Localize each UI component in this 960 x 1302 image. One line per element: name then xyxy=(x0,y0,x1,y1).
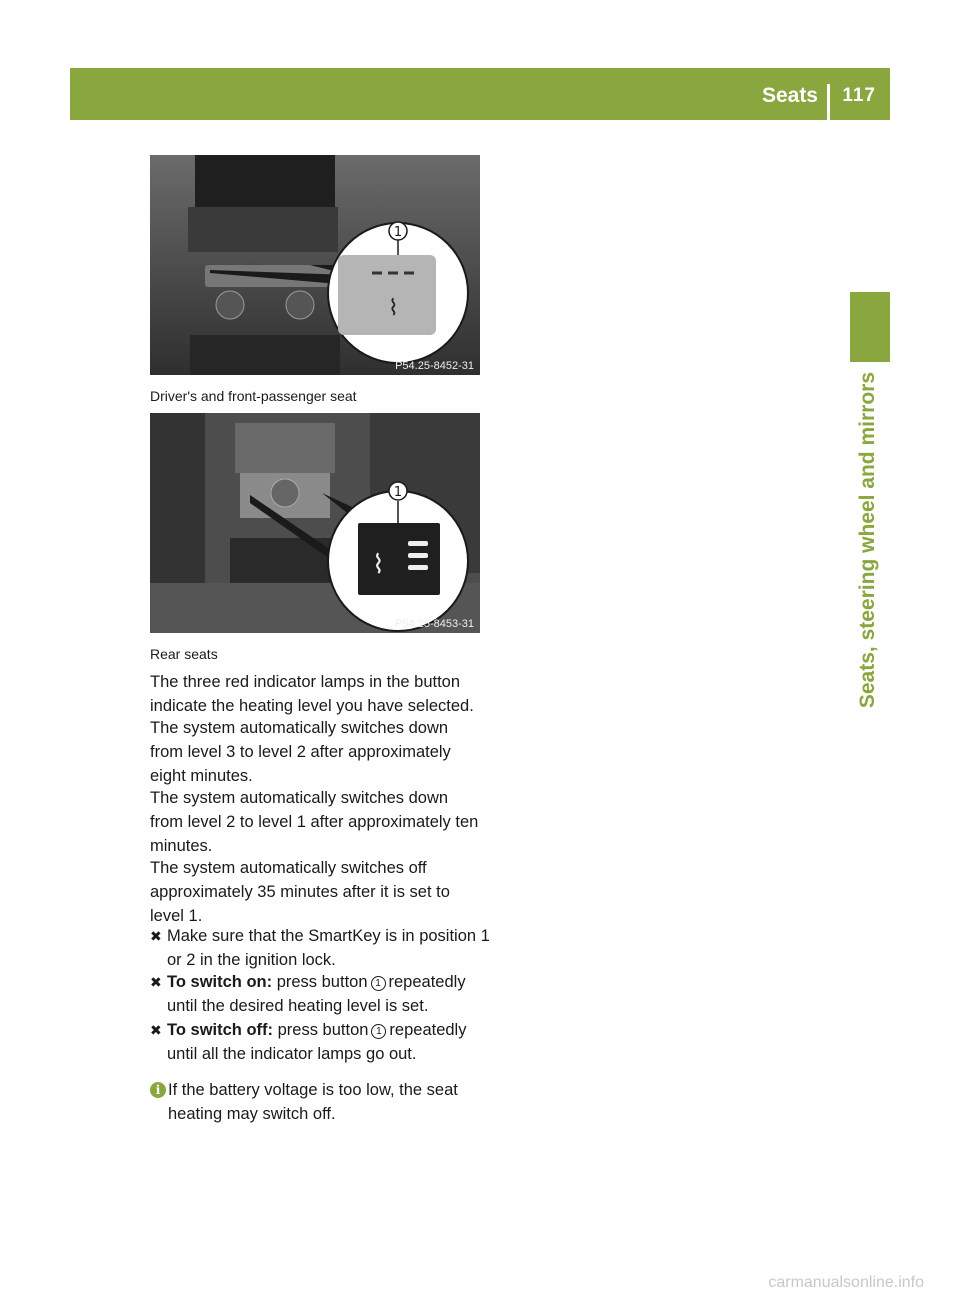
figure-caption: Rear seats xyxy=(150,646,218,662)
section-title: Seats xyxy=(761,84,818,107)
chapter-title: Seats, steering wheel and mirrors xyxy=(856,372,879,709)
callout-icon: 1 xyxy=(371,976,386,991)
dashboard-illustration xyxy=(150,155,480,375)
paragraph: The three red indicator lamps in the button indicate the heating level you have selected. xyxy=(150,673,474,715)
figure-code: P54.25-8453-31 xyxy=(395,618,474,630)
step-text: To switch on: press button 1 repeatedly until the desired heating level is set. xyxy=(167,973,466,1015)
paragraph: The system automatically switches down from level 2 to level 1 after approximately ten minutes. xyxy=(150,789,479,855)
svg-text:⌇: ⌇ xyxy=(372,550,385,580)
figure-front-seat-photo xyxy=(150,155,480,375)
figure-caption: Driver's and front-passenger seat xyxy=(150,388,357,404)
figure-code: P54.25-8452-31 xyxy=(395,360,474,372)
svg-text:⌇: ⌇ xyxy=(388,296,399,321)
paragraph: The system automatically switches off approximately 35 minutes after it is set to level 1. xyxy=(150,859,450,925)
info-icon: i xyxy=(150,1082,166,1098)
chapter-tab xyxy=(850,372,890,752)
header-bar xyxy=(70,68,890,120)
page-number: 117 xyxy=(842,85,876,106)
figure-rear-seat-photo xyxy=(150,413,480,633)
note-text: If the battery voltage is too low, the seat heating may switch off. xyxy=(168,1081,458,1123)
footer-watermark: carmanualsonline.info xyxy=(768,1274,924,1291)
arrow-icon: ✖ xyxy=(150,1022,162,1038)
paragraph: The system automatically switches down from level 3 to level 2 after approximately eight minutes. xyxy=(150,719,451,785)
step-text: To switch off: press button 1 repeatedly until all the indicator lamps go out. xyxy=(167,1021,467,1063)
chapter-tab-block xyxy=(850,292,890,362)
header-separator xyxy=(827,84,830,120)
step-text: Make sure that the SmartKey is in position 1 or 2 in the ignition lock. xyxy=(167,927,490,969)
svg-text:1: 1 xyxy=(393,225,403,240)
arrow-icon: ✖ xyxy=(150,974,162,990)
callout-icon: 1 xyxy=(371,1024,386,1039)
rear-console-illustration xyxy=(150,413,480,633)
svg-text:1: 1 xyxy=(393,485,403,500)
arrow-icon: ✖ xyxy=(150,928,162,944)
